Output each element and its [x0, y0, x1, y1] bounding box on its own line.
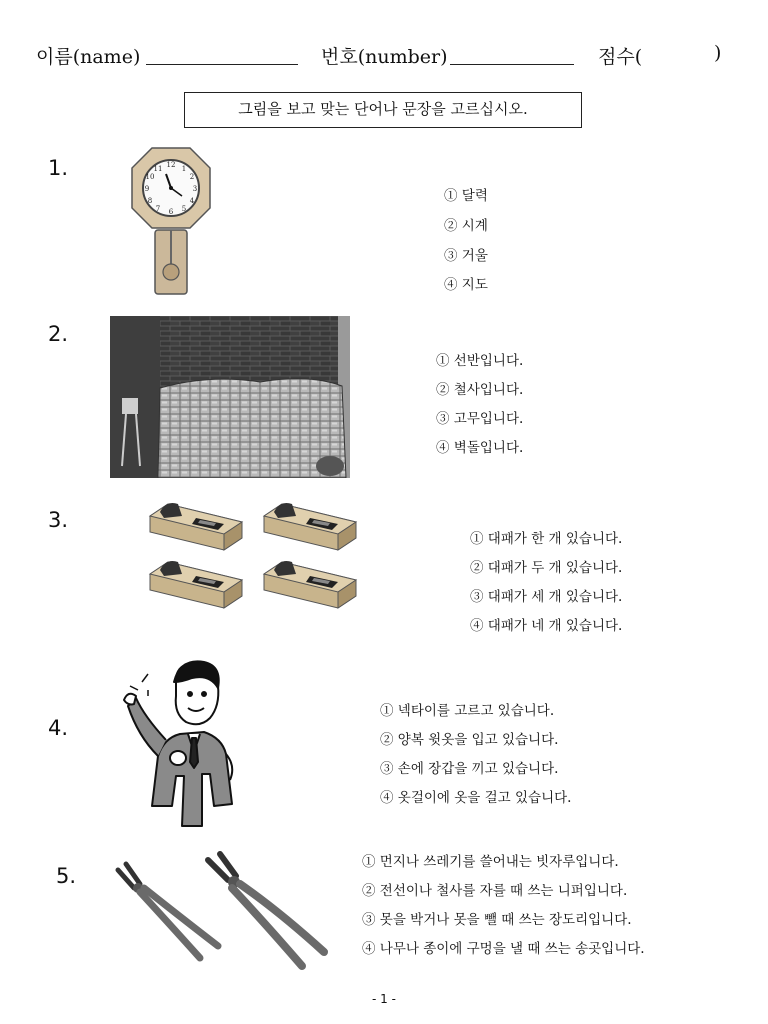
option[interactable]: ④ 지도: [444, 277, 488, 293]
option[interactable]: ③ 못을 박거나 못을 뺄 때 쓰는 장도리입니다.: [362, 912, 632, 928]
option[interactable]: ① 선반입니다.: [436, 353, 524, 369]
option[interactable]: ② 철사입니다.: [436, 382, 524, 398]
option[interactable]: ② 대패가 두 개 있습니다.: [470, 560, 623, 576]
option[interactable]: ② 양복 윗옷을 입고 있습니다.: [380, 732, 559, 748]
option[interactable]: ④ 대패가 네 개 있습니다.: [470, 618, 623, 634]
question-3-number: 3.: [48, 508, 69, 532]
svg-text:11: 11: [153, 165, 163, 173]
option[interactable]: ③ 거울: [444, 248, 488, 264]
score-label: 점수(: [598, 46, 643, 68]
svg-text:3: 3: [192, 185, 198, 193]
man-in-suit-image: [118, 656, 254, 832]
score-close-paren: ): [714, 42, 722, 64]
question-1-number: 1.: [48, 156, 69, 180]
four-planes-image: [148, 494, 360, 616]
question-3-options: [470, 527, 670, 635]
question-5-number: 5.: [56, 864, 77, 888]
svg-text:5: 5: [181, 205, 187, 213]
option[interactable]: ③ 고무입니다.: [436, 411, 524, 427]
option[interactable]: ③ 손에 장갑을 끼고 있습니다.: [380, 761, 559, 777]
option[interactable]: ① 달력: [444, 188, 488, 204]
number-label: 번호(number): [321, 46, 448, 68]
svg-text:4: 4: [189, 197, 195, 205]
svg-text:2: 2: [189, 173, 195, 181]
svg-text:8: 8: [147, 197, 153, 205]
instruction-box: [184, 92, 582, 128]
svg-text:12: 12: [166, 161, 176, 169]
worksheet-header: [36, 42, 736, 72]
pliers-image: [104, 848, 340, 972]
question-1-options: [444, 184, 564, 296]
option[interactable]: ② 시계: [444, 218, 488, 234]
name-label: 이름(name): [36, 46, 141, 68]
question-4-number: 4.: [48, 716, 69, 740]
option[interactable]: ④ 벽돌입니다.: [436, 440, 524, 456]
wall-clock-image: [126, 142, 216, 298]
option[interactable]: ① 넥타이를 고르고 있습니다.: [380, 703, 555, 719]
option[interactable]: ④ 옷걸이에 옷을 걸고 있습니다.: [380, 790, 572, 806]
page-number: - 1 -: [372, 992, 396, 1006]
svg-text:10: 10: [145, 173, 155, 181]
option[interactable]: ③ 대패가 세 개 있습니다.: [470, 589, 623, 605]
svg-text:9: 9: [144, 185, 150, 193]
instruction-text: 그림을 보고 맞는 단어나 문장을 고르십시오.: [238, 100, 528, 118]
question-2-number: 2.: [48, 322, 69, 346]
bricks-image: [110, 316, 350, 478]
question-4-options: [380, 699, 640, 807]
svg-text:6: 6: [168, 208, 174, 216]
name-blank[interactable]: [146, 64, 298, 65]
option[interactable]: ② 전선이나 철사를 자를 때 쓰는 니퍼입니다.: [362, 883, 628, 899]
svg-text:7: 7: [155, 205, 161, 213]
number-blank[interactable]: [450, 64, 574, 65]
question-2-options: [436, 349, 576, 459]
question-5-options: [362, 850, 722, 958]
option[interactable]: ① 먼지나 쓰레기를 쓸어내는 빗자루입니다.: [362, 854, 619, 870]
svg-text:1: 1: [181, 165, 187, 173]
option[interactable]: ① 대패가 한 개 있습니다.: [470, 531, 623, 547]
option[interactable]: ④ 나무나 종이에 구멍을 낼 때 쓰는 송곳입니다.: [362, 941, 645, 957]
